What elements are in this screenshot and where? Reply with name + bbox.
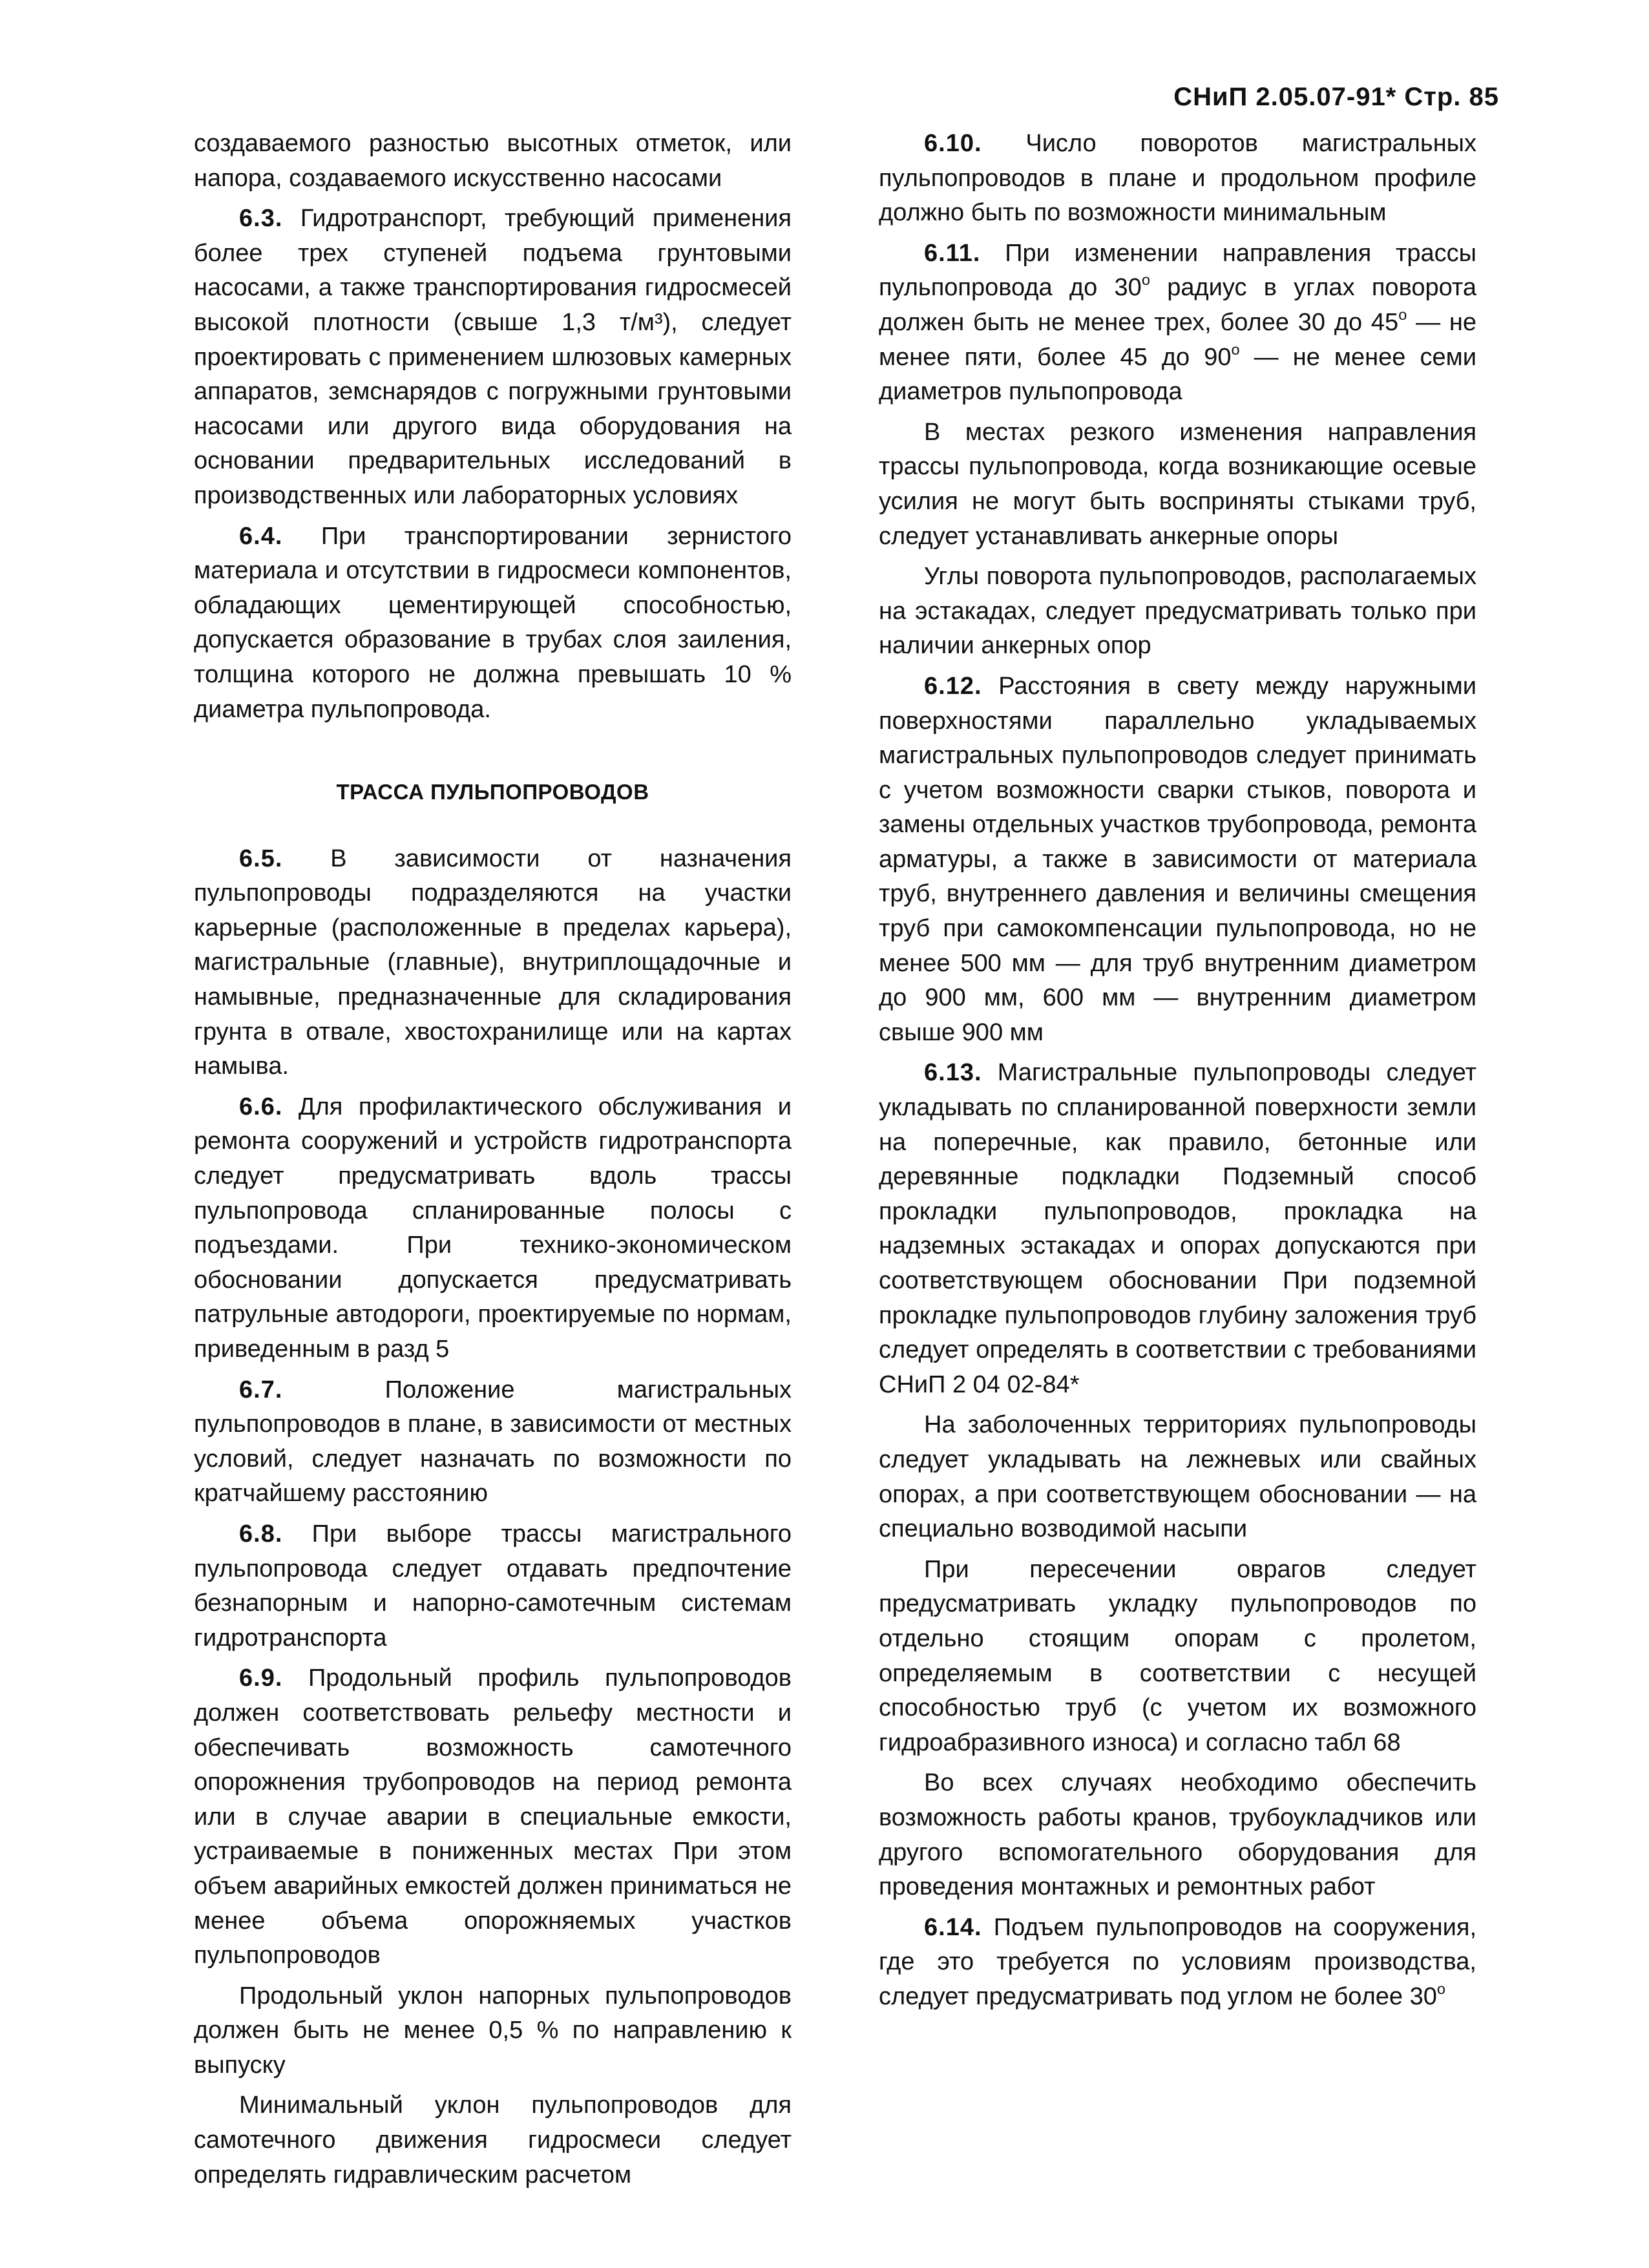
paragraph — [879, 560, 1476, 664]
clause-6-5 — [194, 842, 792, 1084]
clause-number: 6.9. — [239, 1664, 283, 1692]
paragraph-text: Продольный уклон напорных пульпопроводов должен быть не менее 0,5 % по направлению к выпуску — [194, 1982, 792, 2079]
clause-number: 6.11. — [924, 239, 981, 267]
clause-6-13 — [879, 1056, 1476, 1402]
paragraph — [879, 1408, 1476, 1546]
paragraph — [879, 1553, 1476, 1761]
right-column — [879, 127, 1476, 2020]
paragraph — [194, 2088, 792, 2192]
clause-text: Подъем пульпопроводов на сооружения, где это требуется по условиям производства, следует предусматривать под углом не более 30 — [879, 1913, 1476, 2010]
clause-number: 6.12. — [924, 672, 982, 700]
clause-text: При выборе трассы магистрального пульпопровода следует отдавать предпочтение безнапорным и напорно-самотечным системам гидротранспорта — [194, 1520, 792, 1652]
clause-number: 6.7. — [239, 1376, 283, 1403]
paragraph — [879, 1766, 1476, 1904]
paragraph — [194, 1979, 792, 2083]
clause-text: Число поворотов магистральных пульпопроводов в плане и продольном профиле должно быть по возможности минимальным — [879, 130, 1476, 227]
clause-text: Магистральные пульпопроводы следует укладывать по спланированной поверхности земли на поперечные, как правило, бетонные или деревянные подкладки Подземный способ прокладки пульпопроводов, прокладка на надземных эстакадах и опорах допускаются при соответствующем обосновании При подземной прокладке пульпопроводов глубину заложения труб следует определять в соответствии с требованиями СНиП 2 04 02-84* — [879, 1059, 1476, 1398]
paragraph-text: В местах резкого изменения направления трассы пульпопровода, когда возникающие осевые усилия не могут быть восприняты стыками труб, следует устанавливать анкерные опоры — [879, 418, 1476, 550]
clause-number: 6.5. — [239, 845, 283, 872]
paragraph-text: создаваемого разностью высотных отметок, или напора, создаваемого искусственно насосами — [194, 130, 792, 192]
clause-text: При изменении направления трассы пульпопровода до 30 — [879, 239, 1476, 302]
clause-6-11 — [879, 236, 1476, 410]
left-column — [194, 127, 792, 2198]
clause-text: Расстояния в свету между наружными поверхностями параллельно укладываемых магистральных пульпопроводов следует принимать с учетом возможности сварки стыков, поворота и замены отдельных участков трубопровода, ремонта арматуры, а также в зависимости от материала труб, внутреннего давления и величины смещения труб при самокомпенсации пульпопровода, но не менее 500 мм — для труб внутренним диаметром до 900 мм, 600 мм — внутренним диаметром свыше 900 мм — [879, 672, 1476, 1046]
paragraph — [879, 415, 1476, 554]
paragraph-continuation — [194, 127, 792, 196]
clause-number: 6.3. — [239, 205, 283, 233]
clause-6-3 — [194, 202, 792, 513]
clause-text: Положение магистральных пульпопроводов в плане, в зависимости от местных условий, следует назначать по возможности по кратчайшему расстоянию — [194, 1376, 792, 1507]
paragraph-text: Минимальный уклон пульпопроводов для самотечного движения гидросмеси следует определять гидравлическим расчетом — [194, 2092, 792, 2189]
clause-6-6 — [194, 1090, 792, 1367]
clause-text: В зависимости от назначения пульпопроводы подразделяются на участки карьерные (расположенные в пределах карьера), магистральные (главные), внутриплощадочные и намывные, предназначенные для складирования грунта в отвале, хвостохранилище или на картах намыва. — [194, 845, 792, 1080]
running-header: СНиП 2.05.07-91* Стр. 85 — [1173, 83, 1499, 111]
clause-6-10 — [879, 127, 1476, 231]
clause-number: 6.10. — [924, 130, 982, 157]
clause-text: — не менее пяти, более 45 до 90 — [879, 308, 1477, 371]
degree-sign: о — [1398, 306, 1407, 323]
clause-text: — не менее семи диаметров пульпопровода — [879, 343, 1476, 406]
clause-6-8 — [194, 1517, 792, 1655]
clause-number: 6.13. — [924, 1059, 982, 1087]
degree-sign: о — [1141, 271, 1150, 289]
degree-sign: о — [1436, 1980, 1445, 1997]
clause-6-9 — [194, 1661, 792, 1973]
clause-number: 6.4. — [239, 522, 283, 550]
degree-sign: о — [1231, 341, 1240, 358]
section-heading: ТРАССА ПУЛЬПОПРОВОДОВ — [336, 780, 649, 804]
clause-number: 6.14. — [924, 1913, 982, 1941]
paragraph-text: Во всех случаях необходимо обеспечить возможность работы кранов, трубоукладчиков или другого вспомогательного оборудования для проведения монтажных и ремонтных работ — [879, 1769, 1476, 1901]
clause-text: радиус в углах поворота должен быть не менее трех, более 30 до 45 — [879, 274, 1477, 336]
clause-text: Гидротранспорт, требующий применения более трех ступеней подъема грунтовыми насосами, а также транспортирования гидросмесей высокой плотности (свыше 1,3 т/м³), следует проектировать с применением шлюзовых камерных аппаратов, земснарядов с погружными грунтовыми насосами или другого вида оборудования на основании предварительных исследований в производственных или лабораторных условиях — [194, 205, 792, 509]
paragraph-text: При пересечении оврагов следует предусматривать укладку пульпопроводов по отдельно стоящим опорам с пролетом, определяемым в соответствии с несущей способностью труб (с учетом их возможного гидроабразивного износа) и согласно табл 68 — [879, 1555, 1476, 1756]
clause-text: Продольный профиль пульпопроводов должен соответствовать рельефу местности и обеспечивать возможность самотечного опорожнения трубопроводов на период ремонта или в случае аварии в специальные емкости, устраиваемые в пониженных местах При этом объем аварийных емкостей должен приниматься не менее объема опорожняемых участков пульпопроводов — [194, 1664, 792, 1969]
clause-6-7 — [194, 1373, 792, 1511]
clause-text: При транспортировании зернистого материала и отсутствии в гидросмеси компонентов, обладающих цементирующей способностью, допускается образование в трубах слоя заиления, толщина которого не должна превышать 10 % диаметра пульпопровода. — [194, 522, 792, 723]
paragraph-text: Углы поворота пульпопроводов, располагаемых на эстакадах, следует предусматривать только при наличии анкерных опор — [879, 563, 1476, 660]
clause-6-14 — [879, 1911, 1476, 2015]
clause-number: 6.8. — [239, 1520, 283, 1548]
clause-6-12 — [879, 669, 1476, 1051]
paragraph-text: На заболоченных территориях пульпопроводы следует укладывать на лежневых или свайных опорах, а при соответствующем обосновании — на специально возводимой насыпи — [879, 1411, 1476, 1543]
clause-number: 6.6. — [239, 1093, 283, 1120]
clause-6-4 — [194, 520, 792, 728]
clause-text: Для профилактического обслуживания и ремонта сооружений и устройств гидротранспорта следует предусматривать вдоль трассы пульпопровода спланированные полосы с подъездами. При технико-экономическом обосновании допускается предусматривать патрульные автодороги, проектируемые по нормам, приведенным в разд 5 — [194, 1093, 792, 1363]
